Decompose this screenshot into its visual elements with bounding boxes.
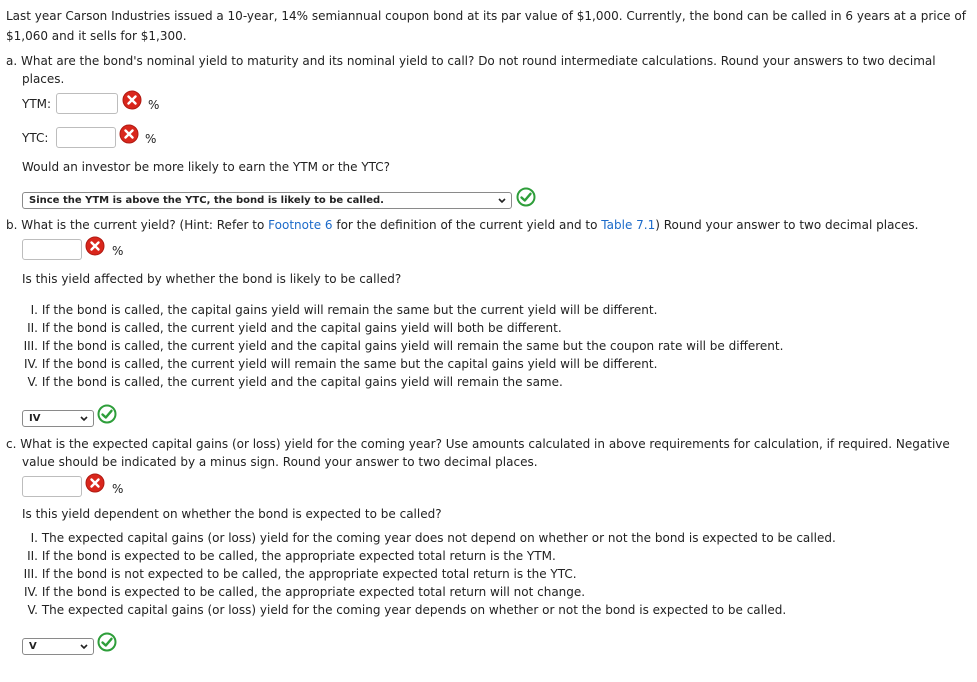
part-c-question: c. What is the expected capital gains (or loss) yield for the coming year? Use amounts calculated in above requirements for calculation, if required. Negative: [6, 437, 950, 451]
footnote-6-link[interactable]: Footnote 6: [268, 218, 333, 232]
part-b-option: III. If the bond is called, the current yield and the capital gains yield will remain the same but the coupon rate will be different.: [23, 339, 784, 353]
intro-line-1: Last year Carson Industries issued a 10-year, 14% semiannual coupon bond at its par value of $1,000. Currently, the bond can be called in 6 years at a price of: [6, 9, 966, 23]
correct-icon: [97, 632, 117, 652]
incorrect-icon: [85, 473, 105, 493]
capital-gains-yield-input[interactable]: [22, 476, 82, 497]
current-yield-unit: %: [112, 244, 124, 258]
incorrect-icon: [119, 124, 139, 144]
part-b-question-mid: for the definition of the current yield and to: [332, 218, 602, 232]
ytm-label: YTM:: [22, 97, 52, 111]
part-b-question-post: ) Round your answer to two decimal places.: [655, 218, 919, 232]
ytc-input[interactable]: [56, 127, 116, 148]
ytc-label: YTC:: [22, 131, 49, 145]
incorrect-icon: [122, 90, 142, 110]
part-b-option: V. If the bond is called, the current yield and the capital gains yield will remain the same.: [27, 375, 563, 389]
intro-line-2: $1,060 and it sells for $1,300.: [6, 29, 187, 43]
incorrect-icon: [85, 236, 105, 256]
capital-gains-yield-unit: %: [112, 482, 124, 496]
part-c-option: III. If the bond is not expected to be called, the appropriate expected total return is the YTC.: [23, 567, 577, 581]
part-c-select[interactable]: [22, 638, 94, 655]
ytc-unit: %: [145, 132, 157, 146]
chevron-down-icon: [79, 639, 89, 654]
part-c-option: I. The expected capital gains (or loss) yield for the coming year does not depend on whether or not the bond is expected to be called.: [30, 531, 836, 545]
dependent-question: Is this yield dependent on whether the bond is expected to be called?: [22, 507, 442, 521]
part-c-option: II. If the bond is expected to be called, the appropriate expected total return is the YTM.: [27, 549, 556, 563]
part-c-option: IV. If the bond is expected to be called, the appropriate expected total return will not change.: [23, 585, 586, 599]
ytm-unit: %: [148, 98, 160, 112]
investor-question: Would an investor be more likely to earn the YTM or the YTC?: [22, 160, 391, 174]
chevron-down-icon: [497, 193, 507, 208]
part-b-option: I. If the bond is called, the capital gains yield will remain the same but the current yield will be different.: [30, 303, 658, 317]
chevron-down-icon: [79, 411, 89, 426]
ytm-input[interactable]: [56, 93, 118, 114]
part-a-question-cont: places.: [22, 72, 65, 86]
part-a-question: a. What are the bond's nominal yield to maturity and its nominal yield to call? Do not round intermediate calculations. Round your answers to two decimal: [6, 54, 936, 68]
part-b-question: [6, 218, 918, 232]
correct-icon: [97, 404, 117, 424]
ytm-ytc-select-value: Since the YTM is above the YTC, the bond is likely to be called.: [29, 195, 384, 206]
part-b-select-value: IV: [29, 413, 41, 424]
ytm-ytc-select[interactable]: [22, 192, 512, 209]
part-b-option: IV. If the bond is called, the current yield will remain the same but the capital gains yield will be different.: [23, 357, 658, 371]
part-c-question-cont: value should be indicated by a minus sign. Round your answer to two decimal places.: [22, 455, 538, 469]
part-b-question-pre: b. What is the current yield? (Hint: Refer to: [6, 218, 269, 232]
correct-icon: [516, 187, 536, 207]
part-c-select-value: V: [29, 641, 37, 652]
part-b-select[interactable]: [22, 410, 94, 427]
affected-question: Is this yield affected by whether the bond is likely to be called?: [22, 272, 402, 286]
current-yield-input[interactable]: [22, 239, 82, 260]
part-b-option: II. If the bond is called, the current yield and the capital gains yield will both be different.: [27, 321, 562, 335]
table-7-1-link[interactable]: Table 7.1: [601, 218, 656, 232]
part-c-option: V. The expected capital gains (or loss) yield for the coming year depends on whether or not the bond is expected to be called.: [27, 603, 787, 617]
